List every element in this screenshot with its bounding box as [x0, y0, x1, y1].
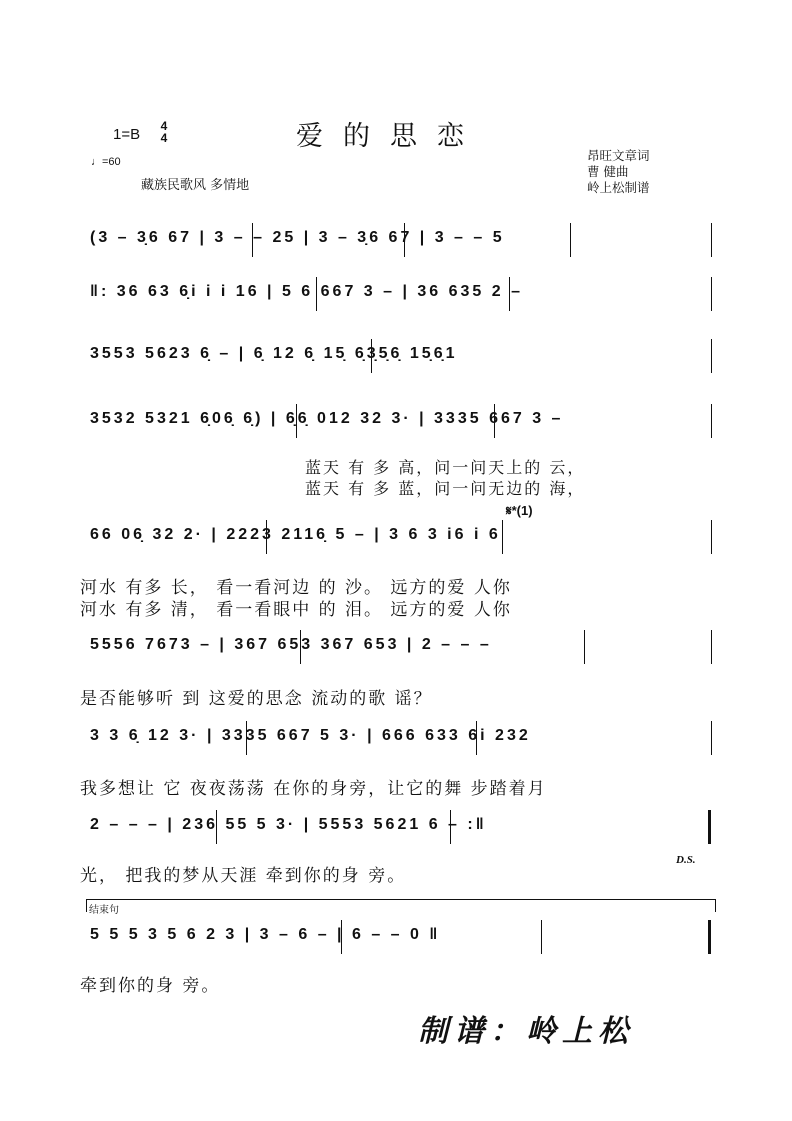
score-row-6 — [86, 630, 716, 664]
barline — [584, 630, 585, 664]
ending-label: 结束句 — [89, 905, 119, 916]
barline — [252, 223, 253, 257]
time-bottom: 4 — [160, 131, 168, 145]
barline — [541, 920, 542, 954]
barline — [494, 404, 495, 438]
barline — [711, 630, 712, 664]
time-top: 4 — [160, 119, 168, 133]
barline — [341, 920, 342, 954]
score-row-4 — [86, 404, 716, 438]
barline — [216, 810, 217, 844]
lyric-line-2a: 河水 有多 长， 看一看河边 的 沙。 远方的爱 人你 — [80, 578, 512, 598]
score-row-1 — [86, 223, 716, 257]
notes: 5 5 5 3 5 6 2 3 | 3 – 6 – | 6 – – 0 ‖ — [90, 926, 441, 943]
score-row-3 — [86, 339, 716, 373]
lyric-line-5: 光， 把我的梦从天涯 牵到你的身 旁。 — [80, 866, 407, 886]
transcriber-signature: 制谱：岭上松 — [418, 1014, 634, 1049]
barline — [300, 630, 301, 664]
barline — [711, 223, 712, 257]
barline — [266, 520, 267, 554]
barline — [711, 520, 712, 554]
key-signature: 1=B — [113, 126, 141, 143]
lyric-line-1a: 蓝天 有 多 高，问一问天上的 云， — [305, 458, 586, 477]
notes: 2 – – – | 236 55 5 3· | 5553 5621 6 – :‖ — [90, 816, 487, 833]
barline — [711, 277, 712, 311]
barline — [711, 404, 712, 438]
score-row-8 — [86, 810, 716, 844]
barline — [316, 277, 317, 311]
score-row-5 — [86, 520, 716, 554]
barline — [711, 721, 712, 755]
lyric-line-2b: 河水 有多 清， 看一看眼中 的 泪。 远方的爱 人你 — [80, 600, 512, 620]
lyric-line-6: 牵到你的身 旁。 — [80, 976, 221, 996]
composer-credit: 曹 健曲 — [587, 164, 629, 179]
lyric-line-3: 是否能够听 到 这爱的思念 流动的歌 谣？ — [80, 689, 433, 709]
barline — [509, 277, 510, 311]
notes: (3 – 3̣6 67 | 3 – – 25 | 3 – 3̣6 67 | 3 – – 5 — [90, 229, 505, 246]
segno-mark: 𝄋*(1) — [506, 503, 533, 518]
barline — [246, 721, 247, 755]
notes: 3532 5321 6̣06̣ 6̣) | 6̣6̣ 012 32 3· | 3335 667 3 – — [90, 410, 564, 427]
score-row-9 — [86, 920, 716, 954]
song-title: 爱的思恋 — [296, 121, 484, 152]
barline — [404, 223, 405, 257]
barline — [711, 339, 712, 373]
notes: 3 3 6̣ 12 3· | 3335 667 5 3· | 666 633 6i 232 — [90, 727, 531, 744]
barline — [502, 520, 503, 554]
barline — [371, 339, 372, 373]
style-mark: 藏族民歌风 多情地 — [141, 178, 250, 193]
ending-bracket — [86, 899, 716, 912]
barline — [450, 810, 451, 844]
score-row-2 — [86, 277, 716, 311]
barline — [476, 721, 477, 755]
notes: 3553 5623 6̣ – | 6̣ 12 6̣ 15̣ 6̣3̣5̣6̣ 15̣6̣1 — [90, 345, 458, 362]
tempo-mark: ♩=60 — [91, 156, 121, 168]
credits — [587, 148, 650, 196]
dal-segno-mark: D.S. — [676, 854, 696, 866]
time-signature — [158, 120, 170, 144]
score-row-7 — [86, 721, 716, 755]
barline — [296, 404, 297, 438]
notes: 5556 7673 – | 367 653 367 653 | 2 – – – — [90, 636, 492, 653]
notes: 66 06̣ 32 2· | 2223 2116̣ 5 – | 3 6 3 i6 i 6 — [90, 526, 501, 543]
barline — [570, 223, 571, 257]
repeat-end-barline — [708, 810, 711, 844]
final-barline — [708, 920, 711, 954]
notes: ‖: 36 63 6̣i i i 16 | 5 6 667 3 – | 36 635 2 – — [90, 283, 524, 300]
transcriber-credit: 岭上松制谱 — [587, 180, 650, 195]
lyric-line-1b: 蓝天 有 多 蓝，问一问无边的 海， — [305, 479, 586, 498]
lyric-line-4: 我多想让 它 夜夜荡荡 在你的身旁，让它的舞 步踏着月 — [80, 779, 547, 799]
lyricist-credit: 昂旺文章词 — [587, 148, 650, 163]
